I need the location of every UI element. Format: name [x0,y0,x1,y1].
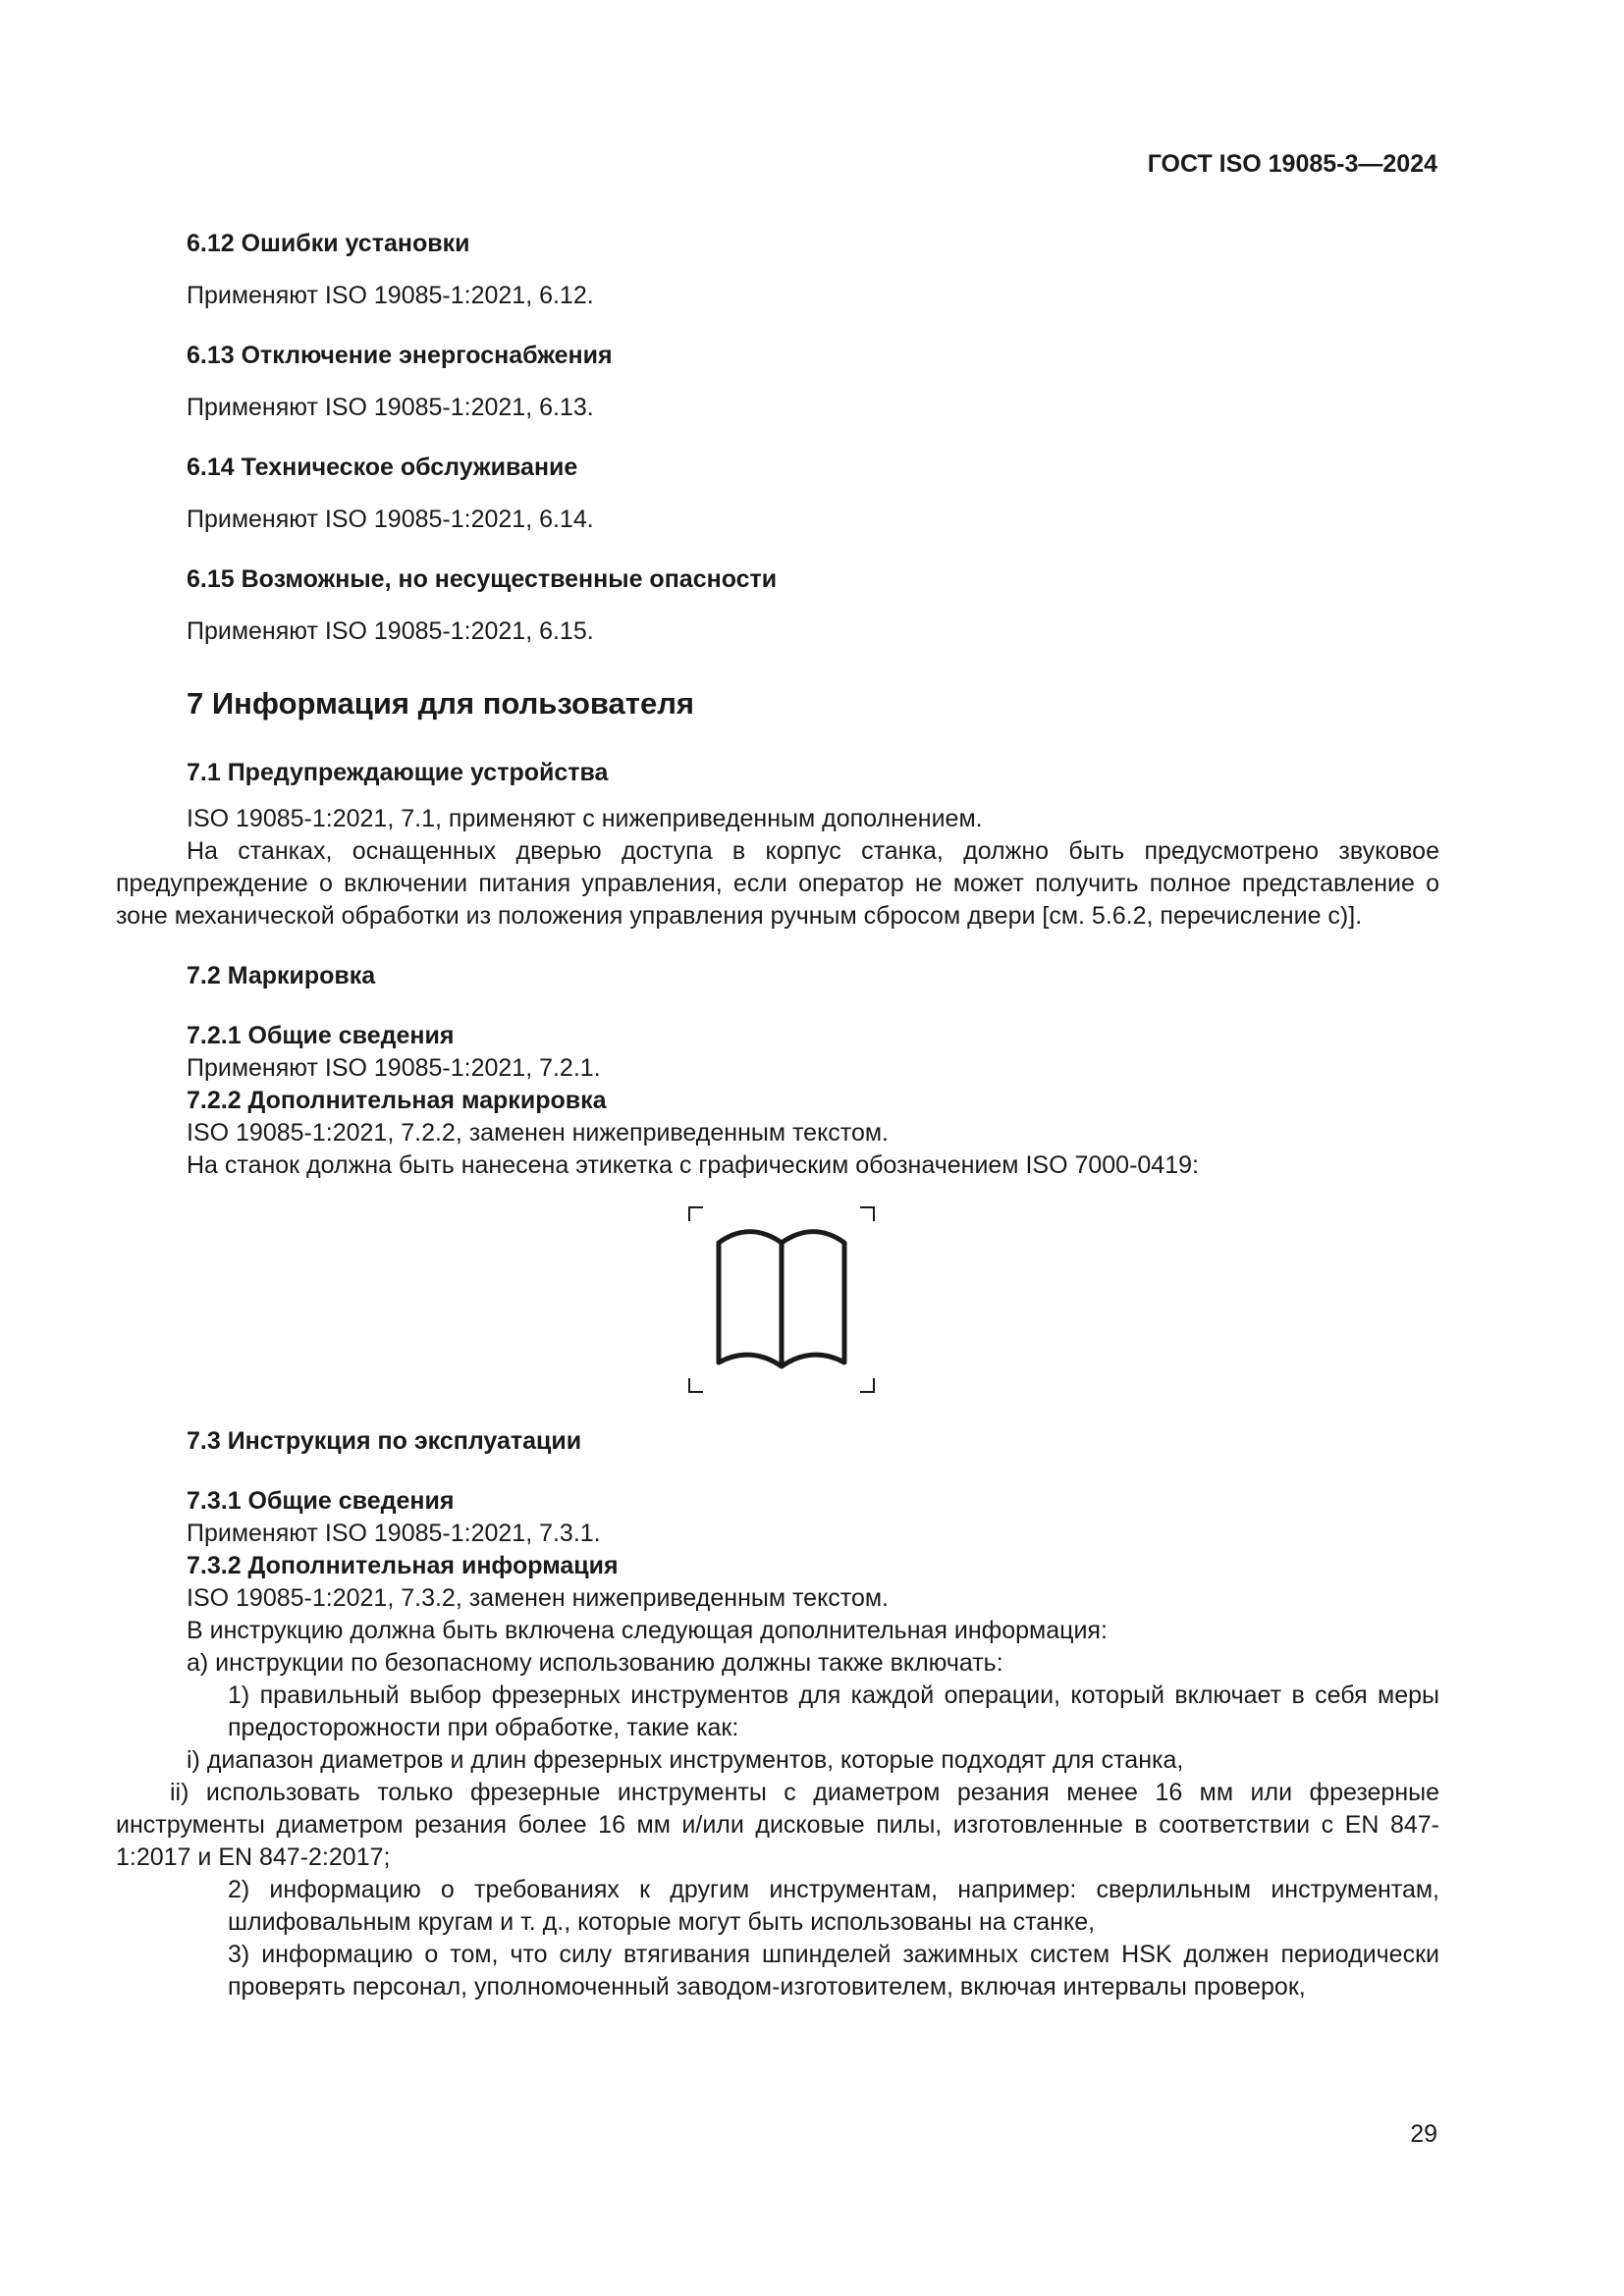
section-6-14-text: Применяют ISO 19085-1:2021, 6.14. [187,506,594,533]
section-7-2-2-title: 7.2.2 Дополнительная маркировка [187,1087,607,1114]
section-7-2-1-text: Применяют ISO 19085-1:2021, 7.2.1. [187,1054,601,1082]
section-7-2-2-text-1: ISO 19085-1:2021, 7.2.2, заменен нижеприведенным текстом. [187,1119,889,1147]
section-6-15-title: 6.15 Возможные, но несущественные опасности [187,565,778,593]
document-code-header: ГОСТ ISO 19085-3—2024 [1147,150,1437,178]
section-6-13-text: Применяют ISO 19085-1:2021, 6.13. [187,394,594,421]
section-6-13-title: 6.13 Отключение энергоснабжения [187,342,613,369]
list-item-a: а) инструкции по безопасному использованию должны также включать: [187,1649,1003,1677]
list-item-1-text: 1) правильный выбор фрезерных инструментов для каждой операции, который включает в себя меры предосторожности при обработке, такие как: [228,1682,1439,1741]
section-7-3-2-text-2: В инструкцию должна быть включена следующая дополнительная информация: [187,1617,1108,1644]
section-6-14-title: 6.14 Техническое обслуживание [187,454,578,481]
iso-7000-0419-symbol [683,1203,880,1396]
list-item-3: 3) информацию о том, что силу втягивания шпинделей зажимных систем HSK должен периодически проверять персонал, уполномоченный заводом-изготовителем, включая интервалы проверок, [228,1941,1439,2001]
section-7-2-1-title: 7.2.1 Общие сведения [187,1022,455,1049]
section-6-15-text: Применяют ISO 19085-1:2021, 6.15. [187,617,594,645]
section-7-title: 7 Информация для пользователя [187,686,694,721]
list-item-ii: ii) использовать только фрезерные инструменты с диаметром резания менее 16 мм или фрезерные инструменты диаметром резания более 16 мм и/или дисковые пилы, изготовленные в соответствии с EN 847-1:2017 и EN 847-2:2017; [116,1779,1439,1871]
section-7-2-title: 7.2 Маркировка [187,962,376,989]
section-7-2-2-text-2: На станок должна быть нанесена этикетка с графическим обозначением ISO 7000-0419: [187,1151,1199,1179]
section-7-3-1-text: Применяют ISO 19085-1:2021, 7.3.1. [187,1520,601,1547]
section-7-1-text-2: На станках, оснащенных дверью доступа в корпус станка, должно быть предусмотрено звуковое предупреждение о включении питания управления, если оператор не может получить полное представление о зоне механической обработки из положения управления ручным сбросом двери [см. 5.6.2, перечисление с)]. [116,837,1439,930]
section-7-1-text-1: ISO 19085-1:2021, 7.1, применяют с нижеприведенным дополнением. [187,805,983,832]
list-item-i: i) диапазон диаметров и длин фрезерных инструментов, которые подходят для станка, [187,1746,1184,1774]
book-icon [683,1203,880,1396]
list-item-2: 2) информацию о требованиях к другим инструментам, например: сверлильным инструментам, шлифовальным кругам и т. д., которые могут быть использованы на станке, [228,1876,1439,1936]
list-item-1 [116,1680,1439,1744]
page-number: 29 [1410,2120,1437,2148]
section-7-3-2-title: 7.3.2 Дополнительная информация [187,1552,619,1579]
section-7-3-1-title: 7.3.1 Общие сведения [187,1487,455,1515]
section-6-12-text: Применяют ISO 19085-1:2021, 6.12. [187,282,594,309]
section-6-12-title: 6.12 Ошибки установки [187,230,470,257]
section-7-1-title: 7.1 Предупреждающие устройства [187,759,609,786]
section-7-3-2-text-1: ISO 19085-1:2021, 7.3.2, заменен нижеприведенным текстом. [187,1584,889,1612]
section-7-3-title: 7.3 Инструкция по эксплуатации [187,1427,582,1455]
page-content [116,228,1439,2003]
